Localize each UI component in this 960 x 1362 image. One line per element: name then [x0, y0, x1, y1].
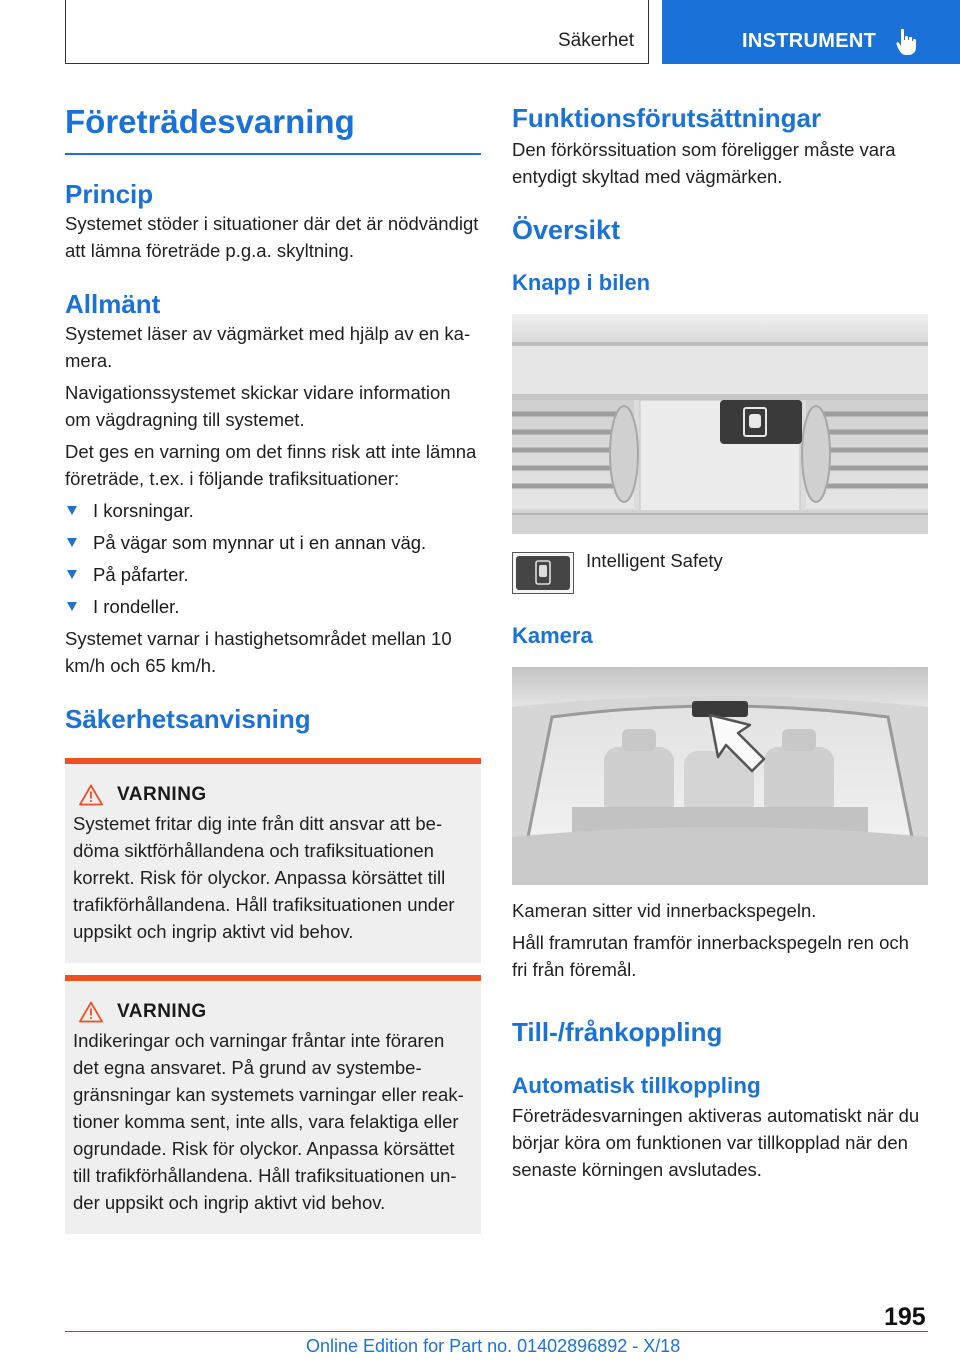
heading-toggle: Till-/frånkoppling: [512, 1017, 723, 1047]
heading-allmant: Allmänt: [65, 288, 161, 319]
button-label: Intelligent Safety: [586, 550, 723, 571]
func-text: Den förkörssituation som föreligger måste vara entydigt skyltad med vägmärken.: [512, 139, 896, 187]
situation-list: [65, 497, 481, 620]
pointing-hand-icon: [896, 28, 922, 56]
allmant-p2: Navigationssystemet skickar vidare information om vägdragning till systemet.: [65, 381, 451, 430]
chapter-tab-label: INSTRUMENT: [742, 30, 877, 52]
section-tab-label: Säkerhet: [557, 30, 634, 51]
chapter-tab[interactable]: [662, 0, 960, 64]
bullet-triangle-icon: [67, 538, 77, 547]
camera-p1: Kameran sitter vid innerbackspegeln.: [512, 900, 817, 921]
intelligent-safety-button-icon: [512, 552, 574, 594]
heading-safety: Säkerhetsanvisning: [65, 703, 311, 734]
warning-label: VARNING: [117, 1000, 207, 1022]
right-column: [512, 100, 928, 1183]
warning-label: VARNING: [117, 783, 207, 805]
heading-func: Funktionsförutsättningar: [512, 103, 822, 133]
section-tab[interactable]: [65, 0, 649, 64]
warning-text: Indikeringar och varningar fråntar inte föraren det egna ansvaret. På grund av systembegränsningar kan systemets varningar eller reaktioner komma sent, inte alls, vara felaktiga eller ogrundade. Risk för olyckor. Anpassa körsättet till trafikförhållandena. Håll trafiksituationen under uppsikt och ingrip aktivt vid behov.: [73, 1029, 464, 1213]
title-rule: [65, 153, 481, 155]
range-text: Systemet varnar i hastighetsområdet mellan 10 km/h och 65 km/h.: [65, 627, 452, 676]
camera-photo: [512, 667, 928, 885]
list-item: På vägar som mynnar ut i en annan väg.: [65, 529, 481, 556]
warning-box-1: [65, 758, 481, 963]
warning-text: Systemet fritar dig inte från ditt ansvar att bedöma siktförhållandena och trafiksituationen korrekt. Risk för olyckor. Anpassa körsättet till trafikförhållandena. Håll trafiksituationen under uppsikt och ingrip aktivt vid behov.: [73, 812, 455, 942]
left-column: [65, 100, 481, 1234]
allmant-p3: Det ges en varning om det finns risk att inte lämna företräde, t.ex. i följande trafiksituationer:: [65, 440, 477, 489]
page-title: Företrädesvarning: [65, 103, 355, 140]
heading-princip: Princip: [65, 178, 154, 209]
allmant-p1: Systemet läser av vägmärket med hjälp av en kamera.: [65, 322, 471, 371]
warning-triangle-icon: [79, 1001, 103, 1023]
princip-text: Systemet stöder i situationer där det är nödvändigt att lämna företräde p.g.a. skyltning.: [65, 212, 479, 261]
list-item: I korsningar.: [65, 497, 481, 524]
warning-triangle-icon: [79, 784, 103, 806]
heading-auto: Automatisk tillkoppling: [512, 1073, 761, 1098]
list-item: I rondeller.: [65, 593, 481, 620]
bullet-triangle-icon: [67, 602, 77, 611]
bullet-triangle-icon: [67, 506, 77, 515]
page-number: 195: [884, 1303, 926, 1331]
list-item: På påfarter.: [65, 561, 481, 588]
button-legend: [512, 552, 928, 594]
auto-text: Företrädesvarningen aktiveras automatiskt när du börjar köra om funktionen var tillkopplad när den senaste körningen avslutades.: [512, 1105, 920, 1180]
dashboard-button-photo: [512, 314, 928, 534]
heading-overview: Översikt: [512, 215, 621, 245]
warning-box-2: [65, 975, 481, 1234]
camera-p2: Håll framrutan framför innerbackspegeln ren och fri från föremål.: [512, 932, 909, 980]
heading-button: Knapp i bilen: [512, 270, 651, 295]
heading-camera: Kamera: [512, 623, 593, 648]
bullet-triangle-icon: [67, 570, 77, 579]
footer-edition: Online Edition for Part no. 01402896892 - X/18: [306, 1336, 681, 1356]
footer-rule: [65, 1331, 928, 1332]
